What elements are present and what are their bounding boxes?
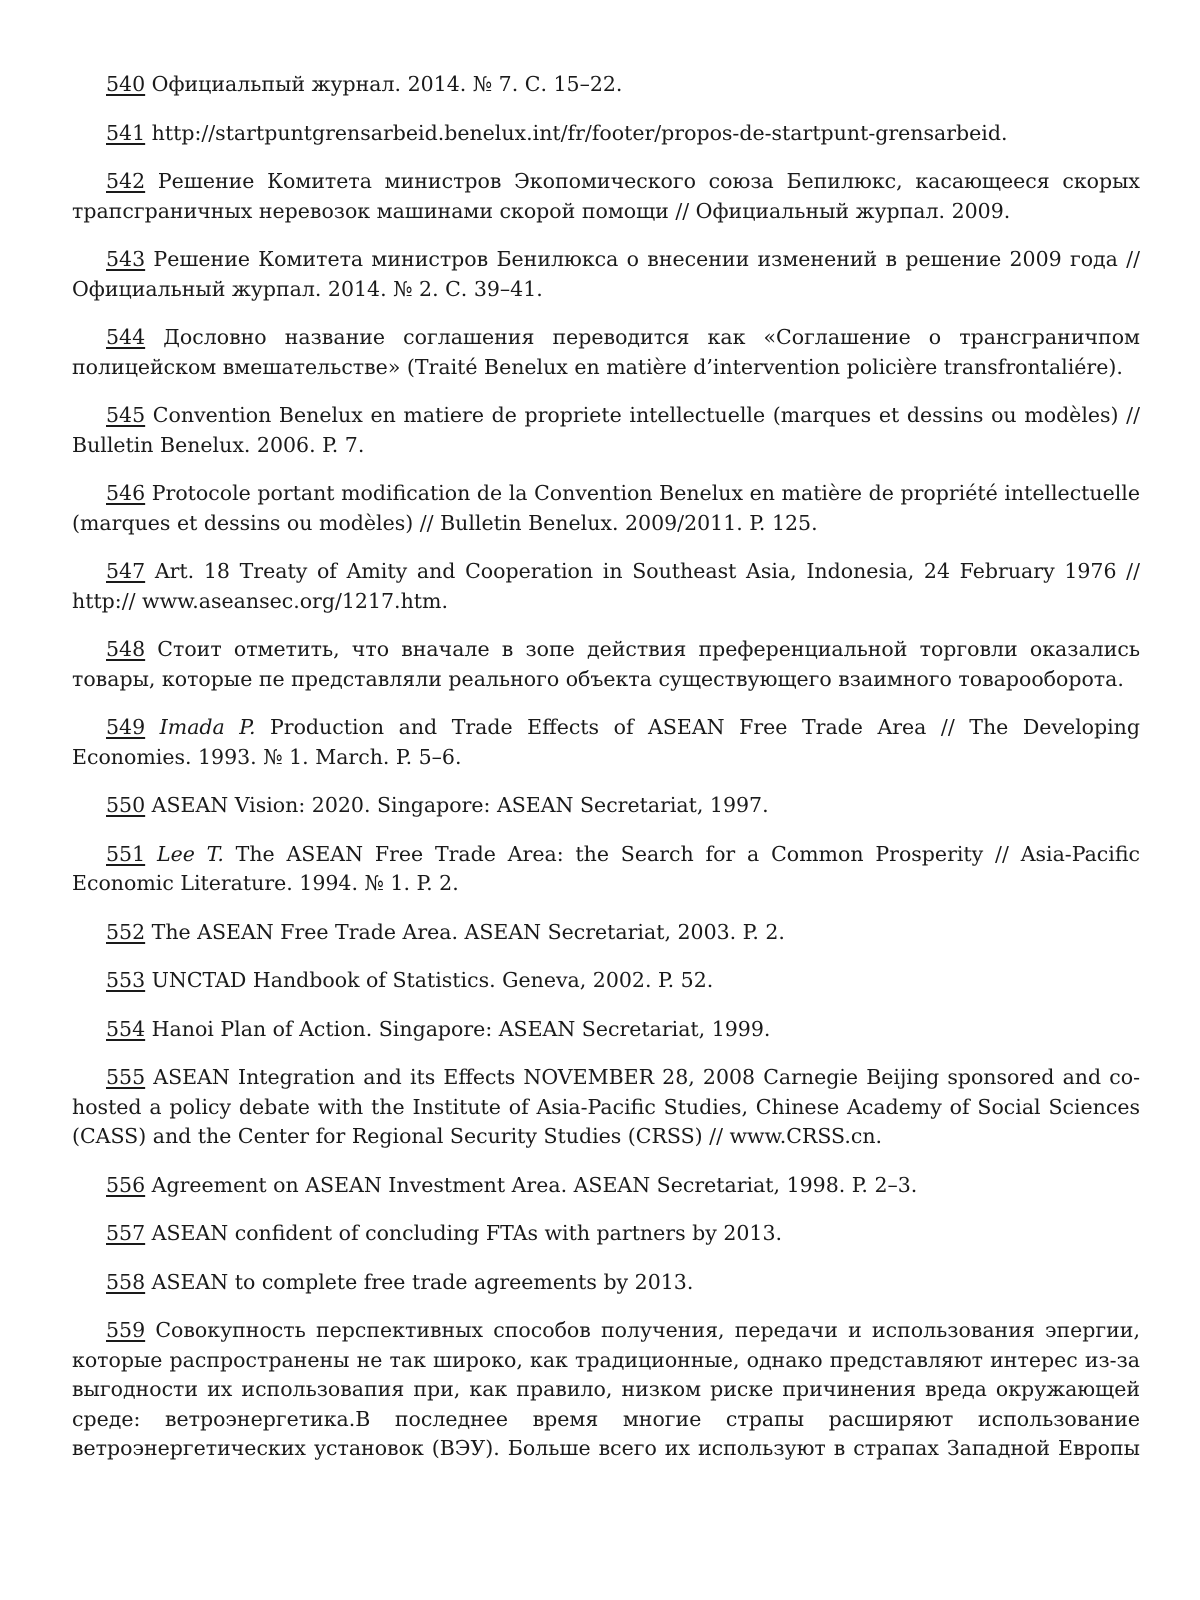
footnote-number-link[interactable]: 549 bbox=[106, 715, 146, 739]
footnote-text: UNCTAD Handbook of Statistics. Geneva, 2002. P. 52. bbox=[145, 968, 714, 992]
footnote-text: ASEAN to complete free trade agreements by 2013. bbox=[145, 1269, 694, 1294]
footnote-number-link[interactable]: 548 bbox=[106, 637, 146, 661]
footnote-number-link[interactable]: 540 bbox=[106, 72, 146, 96]
footnote-545 bbox=[72, 401, 1140, 460]
footnote-text: Agreement on ASEAN Investment Area. ASEAN Secretariat, 1998. P. 2–3. bbox=[145, 1172, 918, 1197]
footnote-text: Совокупность перспективных способов получения, передачи и использования эпергии, которые распространены не так широко, как традиционные, однако представляют интерес из-за выгодности их использовапия при, как правило, низком риске причинения вреда окружающей среде: ветроэнергетика.В последнее время многие страпы расширяют использование ветроэнергетических установок (ВЭУ). Больше всего их используют в страпах Западной Европы bbox=[72, 1318, 1140, 1460]
footnote-558 bbox=[72, 1268, 1140, 1298]
footnote-text: The ASEAN Free Trade Area: the Search for a Common Prosperity // Asia-Pacific Economic Literature. 1994. № 1. P. 2. bbox=[72, 841, 1141, 895]
footnote-547 bbox=[72, 557, 1140, 616]
footnote-544 bbox=[72, 323, 1140, 382]
footnote-557 bbox=[72, 1219, 1140, 1249]
footnote-number-link[interactable]: 559 bbox=[106, 1318, 146, 1342]
footnote-text: Решение Комитета министров Бенилюкса о внесении изменений в решение 2009 года // Официальный журпал. 2014. № 2. С. 39–41. bbox=[72, 247, 1140, 301]
footnote-number-link[interactable]: 547 bbox=[106, 559, 146, 583]
footnote-number-link[interactable]: 542 bbox=[106, 169, 146, 193]
footnote-number-link[interactable]: 557 bbox=[106, 1221, 146, 1245]
footnote-number-link[interactable]: 553 bbox=[106, 968, 146, 992]
footnote-556 bbox=[72, 1171, 1140, 1201]
footnote-548 bbox=[72, 635, 1140, 694]
footnote-546 bbox=[72, 479, 1140, 538]
footnote-number-link[interactable]: 558 bbox=[106, 1269, 146, 1294]
footnote-number-link[interactable]: 546 bbox=[106, 481, 146, 505]
footnote-553 bbox=[72, 966, 1140, 996]
footnote-text: Convention Benelux en matiere de propriete intellectuelle (marques et dessins ou modèles) // Bulletin Benelux. 2006. P. 7. bbox=[72, 403, 1140, 457]
footnote-text: Стоит отметить, что вначале в зопе действия преференциальной торговли оказались товары, которые пе представляли реального объекта существующего взаимного товарооборота. bbox=[72, 637, 1140, 691]
footnote-550 bbox=[72, 791, 1140, 821]
footnote-text: Hanoi Plan of Action. Singapore: ASEAN Secretariat, 1999. bbox=[145, 1016, 771, 1041]
footnote-542 bbox=[72, 167, 1140, 226]
footnote-number-link[interactable]: 554 bbox=[106, 1016, 146, 1041]
footnote-number-link[interactable]: 543 bbox=[106, 247, 146, 271]
footnote-number-link[interactable]: 555 bbox=[106, 1065, 146, 1089]
footnote-text: Дословно название соглашения переводится как «Соглашение о трансграничпом полицейском вмешательстве» (Traité Benelux en matière d’intervention policière transfrontaliére). bbox=[72, 325, 1140, 379]
footnote-author: Imada P. bbox=[145, 715, 256, 739]
footnote-number-link[interactable]: 545 bbox=[106, 403, 146, 427]
footnote-number-link[interactable]: 541 bbox=[106, 120, 146, 145]
footnote-551 bbox=[72, 840, 1140, 899]
footnote-541 bbox=[72, 119, 1140, 149]
footnote-text: Официальпый журнал. 2014. № 7. С. 15–22. bbox=[145, 72, 623, 96]
footnote-552 bbox=[72, 918, 1140, 948]
footnote-number-link[interactable]: 556 bbox=[106, 1172, 146, 1197]
footnote-number-link[interactable]: 551 bbox=[106, 841, 146, 866]
footnote-text: Решение Комитета министров Экопомического союза Бепилюкс, касающееся скорых трапсграничных неревозок машинами скорой помощи // Официальный журпал. 2009. bbox=[72, 169, 1140, 223]
footnote-text: ASEAN Integration and its Effects NOVEMBER 28, 2008 Carnegie Beijing sponsored and co-hosted a policy debate with the Institute of Asia-Pacific Studies, Chinese Academy of Social Sciences (CASS) and the Center for Regional Security Studies (CRSS) // www.CRSS.cn. bbox=[72, 1065, 1140, 1148]
footnote-text: Production and Trade Effects of ASEAN Free Trade Area // The Developing Economies. 1993. № 1. March. P. 5–6. bbox=[72, 715, 1141, 769]
footnote-text: Art. 18 Treaty of Amity and Cooperation in Southeast Asia, Indonesia, 24 February 1976 // http:// www.aseansec.org/1217.htm. bbox=[72, 559, 1140, 613]
footnote-text: The ASEAN Free Trade Area. ASEAN Secretariat, 2003. P. 2. bbox=[145, 919, 785, 944]
footnote-549 bbox=[72, 713, 1140, 772]
footnote-number-link[interactable]: 552 bbox=[106, 919, 146, 944]
footnote-author: Lee T. bbox=[145, 841, 224, 866]
footnote-number-link[interactable]: 550 bbox=[106, 793, 146, 817]
footnote-text: Protocole portant modification de la Convention Benelux en matière de propriété intellectuelle (marques et dessins ou modèles) // Bulletin Benelux. 2009/2011. P. 125. bbox=[72, 481, 1140, 535]
footnote-555 bbox=[72, 1063, 1140, 1152]
footnote-554 bbox=[72, 1015, 1140, 1045]
footnote-number-link[interactable]: 544 bbox=[106, 325, 146, 349]
footnote-540 bbox=[72, 70, 1140, 100]
footnote-559 bbox=[72, 1316, 1140, 1464]
footnote-text: http://startpuntgrensarbeid.benelux.int/fr/footer/propos-de-startpunt-grensarbeid. bbox=[145, 120, 1008, 145]
footnote-543 bbox=[72, 245, 1140, 304]
footnote-text: ASEAN Vision: 2020. Singapore: ASEAN Secretariat, 1997. bbox=[145, 793, 769, 817]
footnotes-page bbox=[72, 70, 1140, 1483]
footnote-text: ASEAN confident of concluding FTAs with partners by 2013. bbox=[145, 1221, 783, 1245]
